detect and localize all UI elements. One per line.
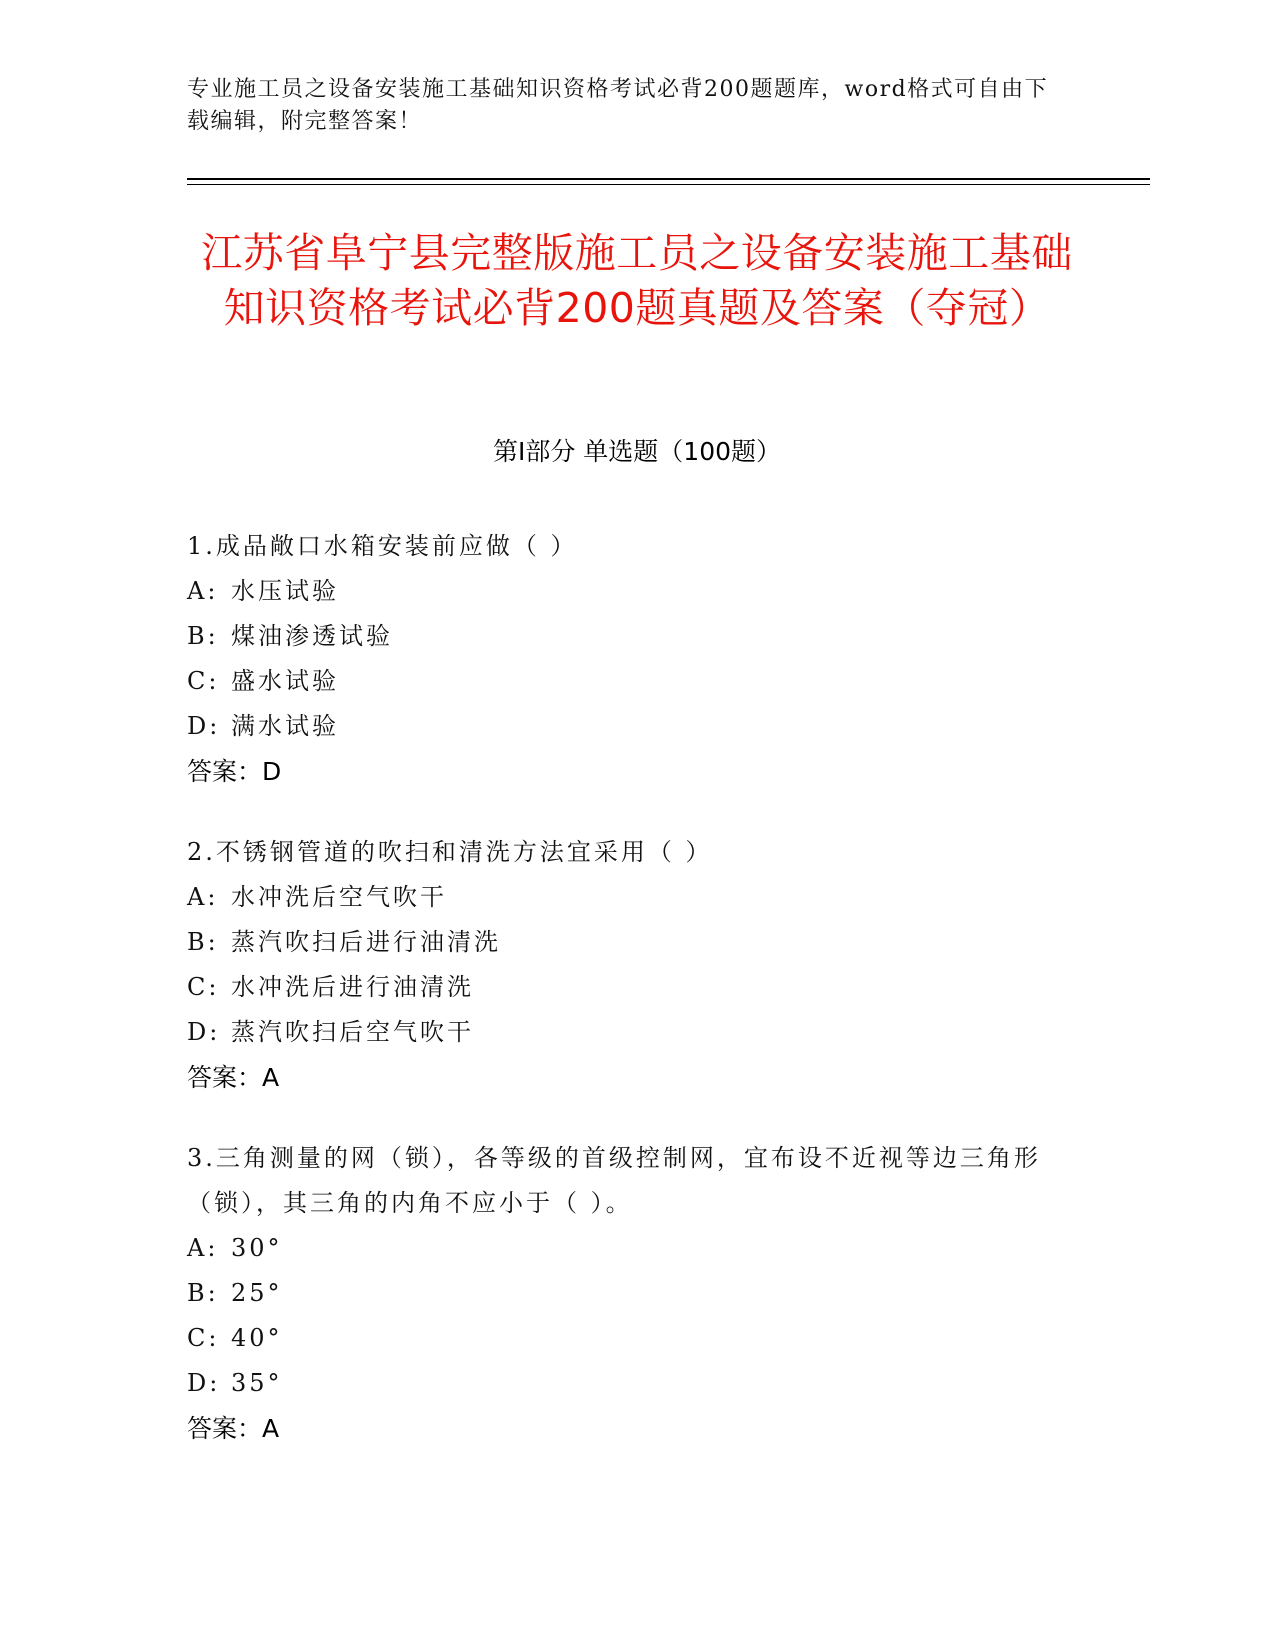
option-text: 水冲洗后进行油清洗 (231, 973, 474, 1001)
option-d (187, 704, 1067, 749)
option-text: 25° (231, 1279, 283, 1307)
question-stem: 3.三角测量的网（锁），各等级的首级控制网，宜布设不近视等边三角形（锁），其三角的内角不应小于（ ）。 (187, 1144, 1041, 1217)
option-text: 40° (231, 1324, 283, 1352)
question-stem: 1.成品敞口水箱安装前应做（ ） (187, 532, 578, 560)
option-key: D: (187, 1369, 221, 1397)
option-key: D: (187, 1018, 221, 1046)
answer-line: 答案：D (187, 757, 282, 786)
option-key: D: (187, 712, 221, 740)
question-3 (187, 1136, 1067, 1451)
option-c (187, 965, 1067, 1010)
document-title: 江苏省阜宁县完整版施工员之设备安装施工基础知识资格考试必背200题真题及答案（夺冠） (201, 229, 1073, 332)
option-c (187, 1316, 1067, 1361)
option-d (187, 1361, 1067, 1406)
option-text: 蒸汽吹扫后空气吹干 (231, 1018, 474, 1046)
option-text: 35° (231, 1369, 283, 1397)
option-key: A: (187, 1234, 219, 1262)
option-d (187, 1010, 1067, 1055)
answer-line: 答案：A (187, 1063, 280, 1092)
header-note: 专业施工员之设备安装施工基础知识资格考试必背200题题库，word格式可自由下载编辑，附完整答案！ (187, 77, 1049, 134)
option-b (187, 920, 1067, 965)
question-1 (187, 524, 1067, 794)
option-key: B: (187, 1279, 219, 1307)
option-b (187, 1271, 1067, 1316)
answer-line: 答案：A (187, 1414, 280, 1443)
section-title: 第I部分 单选题（100题） (492, 437, 782, 466)
option-key: A: (187, 577, 219, 605)
question-2 (187, 830, 1067, 1100)
option-b (187, 614, 1067, 659)
header-rule-thick (187, 178, 1150, 180)
option-key: C: (187, 667, 220, 695)
option-key: B: (187, 622, 219, 650)
option-text: 水压试验 (231, 577, 339, 605)
question-list (187, 524, 1067, 1487)
option-key: C: (187, 973, 220, 1001)
option-text: 30° (231, 1234, 283, 1262)
option-a (187, 875, 1067, 920)
option-a (187, 1226, 1067, 1271)
option-key: A: (187, 883, 219, 911)
option-text: 煤油渗透试验 (231, 622, 393, 650)
option-text: 蒸汽吹扫后进行油清洗 (231, 928, 501, 956)
option-a (187, 569, 1067, 614)
option-key: B: (187, 928, 219, 956)
option-c (187, 659, 1067, 704)
option-text: 满水试验 (231, 712, 339, 740)
option-key: C: (187, 1324, 220, 1352)
question-stem: 2.不锈钢管道的吹扫和清洗方法宜采用（ ） (187, 838, 713, 866)
option-text: 水冲洗后空气吹干 (231, 883, 447, 911)
header-rule-thin (187, 184, 1150, 185)
option-text: 盛水试验 (231, 667, 339, 695)
